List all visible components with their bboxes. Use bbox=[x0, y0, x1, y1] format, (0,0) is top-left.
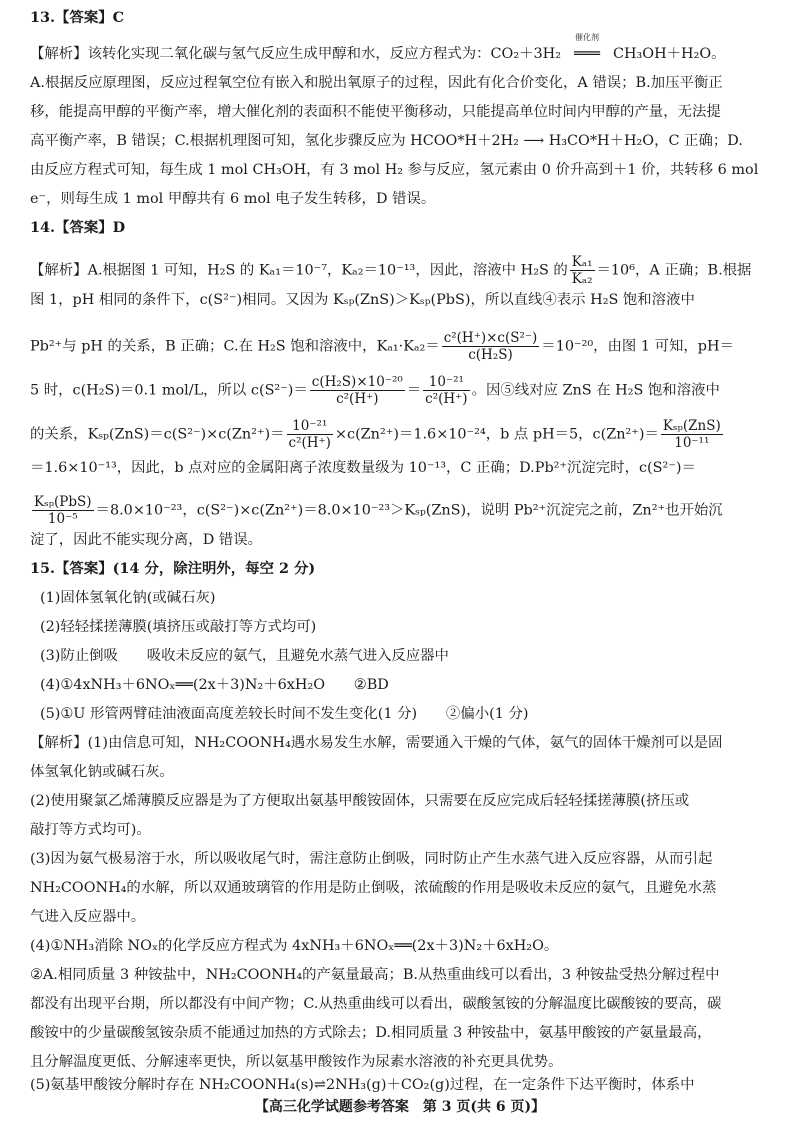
q15-explain-1: 【解析】(1)由信息可知，NH₂COONH₄遇水易发生水解，需要通入干燥的气体，氨气的固体干燥剂可以是固 bbox=[30, 735, 723, 751]
q13-line-2: A.根据反应原理图，反应过程氧空位有嵌入和脱出氧原子的过程，因此有化合价变化，A 错误；B.加压平衡正 bbox=[30, 75, 723, 91]
q13-line-6: e⁻，则每生成 1 mol 甲醇共有 6 mol 电子发生转移，D 错误。 bbox=[30, 191, 436, 207]
q13-line-5: 由反应方程式可知，每生成 1 mol CH₃OH，有 3 mol H₂ 参与反应，氢元素由 0 价升高到＋1 价，共转移 6 mol bbox=[30, 162, 759, 178]
q13-line-1-text: 【解析】该转化实现二氧化碳与氢气反应生成甲醇和水，反应方程式为： bbox=[30, 46, 491, 62]
q14-line-1-text: 【解析】A.根据图 1 可知，H₂S 的 Kₐ₁＝10⁻⁷，Kₐ₂＝10⁻¹³，因此，溶液中 H₂S 的 bbox=[30, 262, 568, 279]
ka-ratio-fraction: $\frac{\text{Kₐ₁}}{\text{Kₐ₂}}$ bbox=[571, 254, 593, 287]
q14-line-7-text: ＝8.0×10⁻²³，c(S²⁻)×c(Zn²⁺)＝8.0×10⁻²³＞Kₛₚ(ZnS)，说明 Pb²⁺沉淀完之前，Zn²⁺也开始沉 bbox=[95, 502, 723, 519]
q14-line-2: 图 1，pH 相同的条件下，c(S²⁻)相同。又因为 Kₛₚ(ZnS)＞Kₛₚ(PbS)，所以直线④表示 H₂S 饱和溶液中 bbox=[30, 292, 695, 308]
q15-explain-3: (2)使用聚氯乙烯薄膜反应器是为了方便取出氨基甲酸铵固体，只需要在反应完成后轻轻揉搓薄膜(挤压或 bbox=[30, 793, 690, 809]
q14-line-6: ＝1.6×10⁻¹³，因此，b 点对应的金属阳离子浓度数量级为 10⁻¹³，C 正确；D.Pb²⁺沉淀完时，c(S²⁻)＝ bbox=[30, 460, 696, 476]
q15-answer-4: (4)①4xNH₃＋6NOₓ══(2x＋3)N₂＋6xH₂O ②BD bbox=[40, 677, 389, 693]
q14-line-4-tail: 。因⑤线对应 ZnS 在 H₂S 饱和溶液中 bbox=[471, 382, 720, 399]
q15-answer-1: (1)固体氢氧化钠(或碱石灰) bbox=[40, 590, 216, 606]
q15-header: 15.【答案】(14 分，除注明外，每空 2 分) bbox=[30, 560, 316, 577]
s2-fraction-2: $\frac{\text{10⁻²¹}}{\text{c²(H⁺)}}$ bbox=[425, 374, 468, 407]
q15-explain-12: 且分解温度更低、分解速率更快，所以氨基甲酸铵作为尿素水溶液的补充更具优势。 bbox=[30, 1054, 563, 1070]
q13-line-3: 移，能提高甲醇的平衡产率，增大催化剂的表面积不能使平衡移动，只能提高单位时间内甲醇的产量，无法提 bbox=[30, 104, 721, 120]
catalyst-label: 催化剂 bbox=[574, 33, 599, 42]
q13-line-4: 高平衡产率，B 错误；C.根据机理图可知，氢化步骤反应为 HCOO*H＋2H₂ ⟶ H₃CO*H＋H₂O，C 正确；D. bbox=[30, 133, 743, 149]
q14-line-1-tail: ＝10⁶，A 正确；B.根据 bbox=[596, 262, 752, 279]
page-footer: 【高三化学试题参考答案 第 3 页(共 6 页)】 bbox=[254, 1099, 546, 1115]
q14-line-5-text: 的关系，Kₛₚ(ZnS)＝c(S²⁻)×c(Zn²⁺)＝ bbox=[30, 426, 285, 443]
q14-line-4-text: 5 时，c(H₂S)＝0.1 mol/L，所以 c(S²⁻)＝ bbox=[30, 382, 308, 399]
ka-product-fraction: $\frac{\text{c²(H⁺)×c(S²⁻)}}{\text{c(H₂S)}}$ bbox=[443, 330, 538, 363]
q15-explain-9: ②A.相同质量 3 种铵盐中，NH₂COONH₄的产氨量最高；B.从热重曲线可以看出，3 种铵盐受热分解过程中 bbox=[30, 967, 720, 983]
q13-line-1 bbox=[30, 33, 726, 66]
q14-line-8: 淀了，因此不能实现分离，D 错误。 bbox=[30, 532, 262, 548]
q13-header: 13.【答案】C bbox=[30, 9, 125, 26]
q15-answer-3: (3)防止倒吸 吸收未反应的氨气，且避免水蒸气进入反应器中 bbox=[40, 648, 449, 664]
q14-line-5-mid: ×c(Zn²⁺)＝1.6×10⁻²⁴，b 点 pH＝5，c(Zn²⁺)＝ bbox=[334, 426, 659, 443]
q15-explain-5: (3)因为氨气极易溶于水，所以吸收尾气时，需注意防止倒吸，同时防止产生水蒸气进入反应容器，从而引起 bbox=[30, 851, 713, 867]
s2-fraction-1: $\frac{\text{c(H₂S)×10⁻²⁰}}{\text{c²(H⁺)}}$ bbox=[311, 374, 403, 407]
q14-header: 14.【答案】D bbox=[30, 219, 126, 236]
q14-line-3 bbox=[30, 330, 734, 363]
q14-line-3-text: Pb²⁺与 pH 的关系，B 正确；C.在 H₂S 饱和溶液中，Kₐ₁·Kₐ₂＝ bbox=[30, 338, 440, 355]
catalyst-arrow: 催化剂 ═══ bbox=[561, 44, 613, 64]
q15-explain-6: NH₂COONH₄的水解，所以双通玻璃管的作用是防止倒吸，浓硫酸的作用是吸收未反应的氨气，且避免水蒸 bbox=[30, 880, 717, 896]
ksp-fraction-1: $\frac{\text{10⁻²¹}}{\text{c²(H⁺)}}$ bbox=[288, 418, 331, 451]
q14-line-5 bbox=[30, 418, 725, 451]
q15-explain-10: 都没有出现平台期，所以都没有中间产物；C.从热重曲线可以看出，碳酸氢铵的分解温度比碳酸铵的要高，碳 bbox=[30, 996, 722, 1012]
q15-explain-13: (5)氨基甲酸铵分解时存在 NH₂COONH₄(s)⇌2NH₃(g)＋CO₂(g)过程，在一定条件下达平衡时，体系中 bbox=[30, 1077, 695, 1093]
q14-line-7 bbox=[30, 494, 723, 527]
q15-answer-2: (2)轻轻揉搓薄膜(填挤压或敲打等方式均可) bbox=[40, 619, 317, 635]
pbs-fraction: $\frac{\text{Kₛₚ(PbS)}}{\text{10⁻⁵}}$ bbox=[34, 494, 92, 527]
q15-explain-4: 敲打等方式均可)。 bbox=[30, 822, 151, 838]
q14-line-4: 5 时，c(H₂S)＝0.1 mol/L，所以 c(S²⁻)＝ $\frac{\text{c(H₂S)×10⁻²⁰}}{\text{c²(H⁺)}}$ ＝ $\frac{\text{10⁻²¹}}{\text{c²(H⁺)}}$ 。因⑤线对应 ZnS 在 H₂S 饱和溶液中 bbox=[30, 374, 720, 407]
q14-line-3-tail: ＝10⁻²⁰，由图 1 可知，pH＝ bbox=[541, 338, 734, 355]
q15-explain-2: 体氢氧化钠或碱石灰。 bbox=[30, 764, 174, 780]
q13-eq-right: CH₃OH＋H₂O。 bbox=[612, 46, 726, 62]
q15-explain-8: (4)①NH₃消除 NOₓ的化学反应方程式为 4xNH₃＋6NOₓ══(2x＋3)N₂＋6xH₂O。 bbox=[30, 938, 559, 954]
zn-fraction: $\frac{\text{Kₛₚ(ZnS)}}{\text{10⁻¹¹}}$ bbox=[662, 418, 721, 451]
q14-line-1 bbox=[30, 254, 752, 287]
q15-explain-7: 气进入反应器中。 bbox=[30, 909, 146, 925]
q15-answer-5: (5)①U 形管两臂硅油液面高度差较长时间不发生变化(1 分) ②偏小(1 分) bbox=[40, 706, 529, 722]
q13-eq-left: CO₂＋3H₂ bbox=[490, 46, 561, 62]
q15-explain-11: 酸铵中的少量碳酸氢铵杂质不能通过加热的方式除去；D.相同质量 3 种铵盐中，氨基甲酸铵的产氨量最高， bbox=[30, 1025, 712, 1041]
